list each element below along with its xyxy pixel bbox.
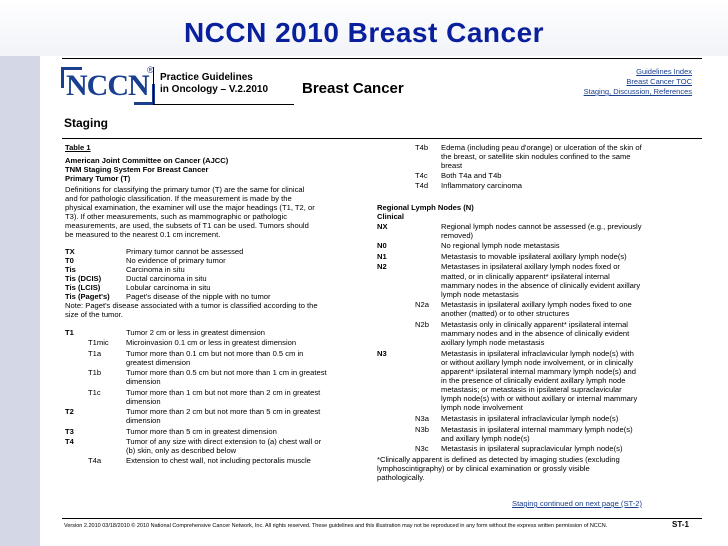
- node-description: lymph node(s) with or without axillary or internal mammary: [441, 394, 638, 404]
- tumor-subcode: T4a: [88, 456, 102, 466]
- slide-title: NCCN 2010 Breast Cancer: [183, 17, 545, 48]
- node-description: Metastasis in ipsilateral supraclavicular lymph node(s): [441, 444, 623, 454]
- tumor-subcode: T4b: [415, 143, 429, 152]
- ajcc-heading: American Joint Committee on Cancer (AJCC): [65, 155, 229, 165]
- tumor-code: Tis: [65, 264, 76, 274]
- node-description: Metastasis only in clinically apparent* ipsilateral internal: [441, 320, 628, 330]
- tumor-description: Both T4a and T4b: [441, 171, 502, 181]
- slide-side-band: [0, 0, 40, 546]
- tumor-description: Tumor more than 2 cm but not more than 5 cm in greatest: [126, 407, 321, 417]
- node-description: and axillary lymph node(s): [441, 433, 530, 443]
- tumor-code: TX: [65, 246, 75, 256]
- node-description: metastasis; or metastasis in ipsilateral supraclavicular: [441, 385, 622, 395]
- node-code: N1: [377, 251, 387, 261]
- ajcc-subheading: TNM Staging System For Breast Cancer: [65, 164, 209, 174]
- table-label: Table 1: [65, 143, 91, 152]
- node-description: mammary nodes in the absence of clinically evident axillary: [441, 280, 641, 290]
- tumor-description: Paget's disease of the nipple with no tumor: [126, 292, 271, 302]
- node-description: Metastasis in ipsilateral infraclavicular lymph node(s): [441, 414, 619, 424]
- definition-line: measurements, are used, the subsets of T1 can be used. Tumors should: [65, 221, 309, 231]
- footnote-line: *Clinically apparent is defined as detected by imaging studies (excluding: [377, 454, 620, 464]
- tumor-description: dimension: [126, 396, 161, 406]
- nccn-logo: [61, 67, 155, 105]
- tumor-subcode: T1b: [88, 368, 102, 378]
- footnote-line: pathologically.: [377, 473, 425, 483]
- staging-continued-link[interactable]: Staging continued on next page (ST-2): [512, 499, 643, 508]
- tumor-subcode: T1a: [88, 348, 102, 358]
- tumor-description: Lobular carcinoma in situ: [126, 283, 211, 293]
- tumor-description: dimension: [126, 416, 161, 426]
- tumor-description: Tumor more than 0.5 cm but not more than 1 cm in greatest: [126, 368, 327, 378]
- node-description: mammary nodes and in the absence of clinically evident: [441, 329, 630, 339]
- practice-guidelines-label: [160, 72, 268, 96]
- pg-line-1: Practice Guidelines: [160, 72, 253, 83]
- tumor-subcode: T4c: [415, 171, 428, 181]
- footer-rule: [62, 518, 702, 519]
- tumor-subcode: T1c: [88, 387, 101, 397]
- link-guidelines-index[interactable]: Guidelines Index: [636, 67, 692, 76]
- node-description: or without axillary lymph node involvement, or in clinically: [441, 357, 634, 367]
- link-staging-discussion-references[interactable]: Staging, Discussion, References: [583, 87, 692, 96]
- node-description: lymph node metastasis: [441, 289, 519, 299]
- tumor-description: Carcinoma in situ: [126, 264, 185, 274]
- node-description: No regional lymph node metastasis: [441, 241, 560, 251]
- primary-tumor-heading: Primary Tumor (T): [65, 173, 131, 183]
- tumor-code: T3: [65, 426, 74, 436]
- tumor-code: Tis (LCIS): [65, 283, 101, 293]
- section-rule: [62, 138, 702, 139]
- definition-line: be measured to the nearest 0.1 cm increment.: [65, 230, 221, 240]
- header-rule: [62, 58, 702, 59]
- node-code: N0: [377, 241, 387, 251]
- tumor-code: T4: [65, 436, 74, 446]
- section-title: Staging: [64, 116, 108, 130]
- document-title: Breast Cancer: [302, 80, 404, 97]
- node-description: in the presence of clinically evident axillary lymph node: [441, 376, 626, 386]
- tumor-subcode: T4d: [415, 181, 429, 191]
- clinical-heading: Clinical: [377, 212, 405, 222]
- tumor-code: Tis (Paget's): [65, 292, 110, 302]
- logo-registered-mark: ®: [147, 65, 154, 75]
- tumor-description: breast: [441, 161, 463, 171]
- node-description: lymph node involvement: [441, 403, 523, 413]
- tumor-description: Tumor 2 cm or less in greatest dimension: [126, 327, 265, 337]
- logo-text: NCCN: [66, 69, 149, 102]
- pg-line-2: in Oncology – V.2.2010: [160, 84, 269, 95]
- definition-line: T3). If other measurements, such as mammographic or pathologic: [65, 212, 288, 222]
- tumor-code: T0: [65, 255, 74, 265]
- node-code: NX: [377, 221, 388, 231]
- tumor-description: Edema (including peau d'orange) or ulceration of the skin of: [441, 143, 642, 152]
- tumor-description: Tumor more than 1 cm but not more than 2 cm in greatest: [126, 387, 321, 397]
- node-subcode: N3b: [415, 424, 429, 434]
- node-description: axillary lymph node metastasis: [441, 338, 545, 348]
- tumor-subcode: T1mic: [88, 338, 109, 348]
- tumor-description: Primary tumor cannot be assessed: [126, 246, 244, 256]
- tumor-description: No evidence of primary tumor: [126, 255, 226, 265]
- tumor-description: Microinvasion 0.1 cm or less in greatest dimension: [126, 338, 297, 348]
- tumor-description: Tumor more than 0.1 cm but not more than 0.5 cm in: [126, 348, 304, 358]
- node-description: Metastasis in ipsilateral internal mammary lymph node(s): [441, 424, 633, 434]
- node-description: Metastasis to movable ipsilateral axillary lymph node(s): [441, 251, 627, 261]
- tumor-code: Tis (DCIS): [65, 274, 102, 284]
- definition-line: and for pathologic classification. If the measurement is made by the: [65, 193, 292, 203]
- node-subcode: N3a: [415, 414, 429, 424]
- note-line: size of the tumor.: [65, 310, 123, 320]
- tumor-code: T1: [65, 327, 74, 337]
- definition-line: physical examination, the examiner will use the major headings (T1, T2, or: [65, 203, 315, 213]
- node-description: matted, or in clinically apparent* ipsilateral internal: [441, 271, 610, 281]
- node-description: apparent* ipsilateral internal mammary lymph node(s) and: [441, 367, 636, 377]
- node-description: removed): [441, 230, 474, 240]
- tumor-description: Ductal carcinoma in situ: [126, 274, 207, 284]
- tumor-code: T2: [65, 407, 74, 417]
- node-code: N3: [377, 348, 387, 358]
- tumor-description: (b) skin, only as described below: [126, 446, 237, 456]
- header-links: [584, 67, 692, 97]
- tumor-description: the breast, or satellite skin nodules confined to the same: [441, 152, 631, 162]
- regional-lymph-nodes-heading: Regional Lymph Nodes (N): [377, 203, 474, 213]
- node-subcode: N2b: [415, 320, 429, 330]
- tumor-description: Extension to chest wall, not including pectoralis muscle: [126, 456, 311, 466]
- tumor-description: Tumor more than 5 cm in greatest dimension: [126, 426, 277, 436]
- node-description: Regional lymph nodes cannot be assessed (e.g., previously: [441, 221, 642, 231]
- note-line: Note: Paget's disease associated with a tumor is classified according to the: [65, 301, 318, 311]
- footer-copyright: Version 2.2010 03/18/2010 © 2010 National Comprehensive Cancer Network, Inc. All rights reserved. These guidelines and this illustration may not be reproduced in any form without the express written permission of NCCN.: [64, 523, 608, 529]
- node-description: Metastasis in ipsilateral infraclavicular lymph node(s) with: [441, 348, 634, 358]
- tumor-description: dimension: [126, 377, 161, 387]
- link-breast-cancer-toc[interactable]: Breast Cancer TOC: [626, 77, 692, 86]
- node-subcode: N3c: [415, 444, 429, 454]
- node-description: Metastases in ipsilateral axillary lymph nodes fixed or: [441, 262, 620, 272]
- node-description: another (matted) or to other structures: [441, 309, 570, 319]
- tumor-description: greatest dimension: [126, 357, 191, 367]
- tumor-description: Tumor of any size with direct extension to (a) chest wall or: [126, 436, 322, 446]
- tumor-description: Inflammatory carcinoma: [441, 181, 523, 191]
- node-subcode: N2a: [415, 300, 429, 310]
- node-code: N2: [377, 262, 387, 272]
- footnote-line: lymphoscintigraphy) or by clinical examination or grossly visible: [377, 464, 590, 474]
- definition-line: Definitions for classifying the primary tumor (T) are the same for clinical: [65, 184, 305, 194]
- node-description: Metastasis in ipsilateral axillary lymph nodes fixed to one: [441, 300, 632, 310]
- page-number: ST-1: [672, 520, 689, 529]
